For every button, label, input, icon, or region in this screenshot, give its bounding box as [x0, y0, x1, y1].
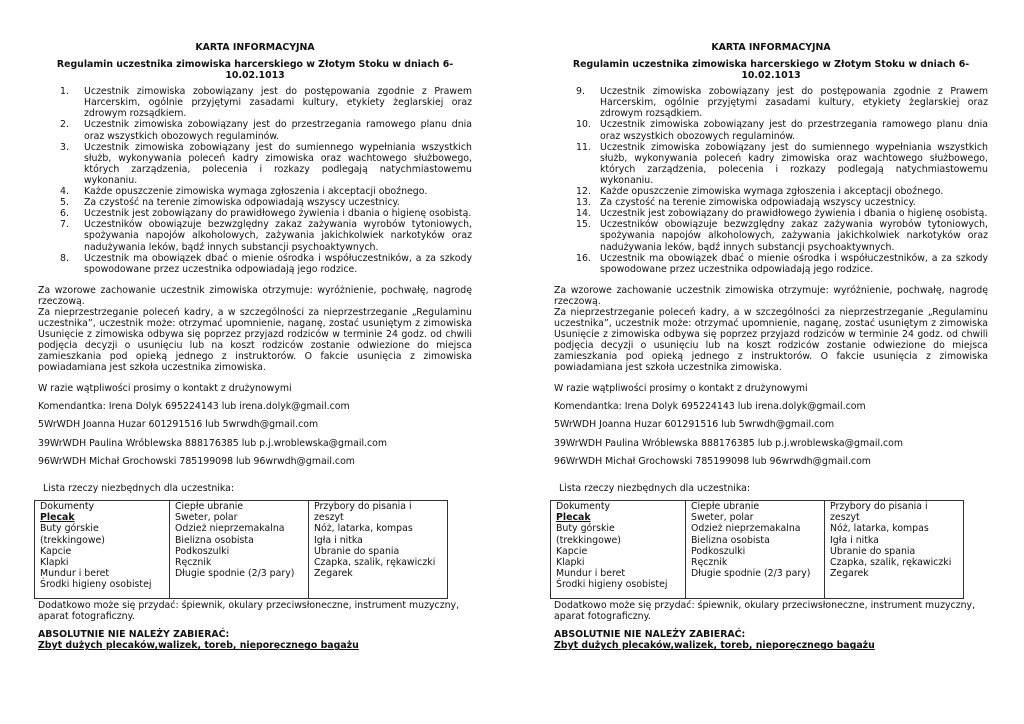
rule-item: 8. Uczestnik ma obowiązek dbać o mienie ośrodka i współuczestników, a za szkody spowodowane przez uczestnika odpowiadają jego rodzice.: [60, 252, 472, 275]
forbidden-text: Zbyt dużych plecaków,walizek, toreb, nieporęcznego bagażu: [554, 640, 875, 652]
card-title: KARTA INFORMACYJNA: [711, 42, 831, 53]
contact-line: 5WrWDH Joanna Huzar 601291516 lub 5wrwdh@gmail.com: [38, 419, 319, 431]
items-column: Przybory do pisania i zeszyt Nóż, latarka, kompas Igła i nitka Ubranie do spania Czapka, szalik, rękawiczki Zegarek: [825, 501, 964, 599]
items-column: Dokumenty Plecak Buty górskie (trekkingowe) Kapcie Klapki Mundur i beret Środki higieny osobistej: [35, 501, 170, 599]
items-column: Ciepłe ubranie Sweter, polar Odzież nieprzemakalna Bielizna osobista Podkoszulki Ręcznik Długie spodnie (2/3 pary): [170, 501, 309, 599]
penalty-paragraph: Za nieprzestrzeganie poleceń kadry, a w szczególności za nieprzestrzeganie „Regulaminu uczestnika”, uczestnik może: otrzymać upomnienie, naganę, zostać usuniętym z zimowiska Usunięcie z zimowiska odbywa się poprzez przyjazd rodziców w terminie 24 godz. od chwili podjęcia decyzji o usunięciu lub na koszt rodziców zostanie odwiezione do miejsca zamieszkania pod opieką jednego z instruktorów. O fakcie usunięcia z zimowiska powiadamiana jest szkoła uczestnika zimowiska.: [38, 306, 472, 374]
items-table: [34, 500, 448, 599]
forbidden-title: ABSOLUTNIE NIE NALEŻY ZABIERAĆ:: [38, 629, 230, 641]
items-column: Przybory do pisania i zeszyt Nóż, latarka, kompas Igła i nitka Ubranie do spania Czapka, szalik, rękawiczki Zegarek: [309, 501, 448, 599]
list-title: Lista rzeczy niezbędnych dla uczestnika:: [43, 483, 235, 495]
rule-item: 3. Uczestnik zimowiska zobowiązany jest do sumiennego wypełniania wszystkich służb, wykonywania poleceń kadry zimowiska oraz wachtowego służbowego, których zarządzenia, polecenia i rozkazy podlegają natychmiastowemu wykonaniu.: [60, 141, 472, 186]
rule-item: 1. Uczestnik zimowiska zobowiązany jest do postępowania zgodnie z Prawem Harcerskim, ogólnie przyjętymi zasadami kultury, etykiety żeglarskiej oraz zdrowym rozsądkiem.: [60, 86, 472, 120]
contact-intro: W razie wątpliwości prosimy o kontakt z drużynowymi: [38, 382, 292, 394]
reward-paragraph: Za wzorowe zachowanie uczestnik zimowiska otrzymuje: wyróżnienie, pochwałę, nagrodę rzeczową.: [38, 284, 472, 307]
items-column: Dokumenty Plecak Buty górskie (trekkingowe) Kapcie Klapki Mundur i beret Środki higieny osobistej: [551, 501, 686, 599]
card-subtitle: Regulamin uczestnika zimowiska harcerskiego w Złotym Stoku w dniach 6-10.02.1013: [56, 59, 454, 82]
contact-line: 96WrWDH Michał Grochowski 785199098 lub 96wrwdh@gmail.com: [38, 456, 355, 468]
items-table: [550, 500, 964, 599]
card-title: KARTA INFORMACYJNA: [195, 42, 315, 53]
rule-item: 7. Uczestników obowiązuje bezwzględny zakaz zażywania wyrobów tytoniowych, spożywania napojów alkoholowych, zażywania jakichkolwiek narkotyków oraz nadużywania leków, bądź innych substancji psychoaktywnych.: [60, 219, 472, 253]
rule-item: 13. Za czystość na terenie zimowiska odpowiadają wszyscy uczestnicy.: [576, 197, 916, 209]
items-column: Ciepłe ubranie Sweter, polar Odzież nieprzemakalna Bielizna osobista Podkoszulki Ręcznik Długie spodnie (2/3 pary): [686, 501, 825, 599]
rule-item: 16. Uczestnik ma obowiązek dbać o mienie ośrodka i współuczestników, a za szkody spowodowane przez uczestnika odpowiadają jego rodzice.: [576, 252, 988, 275]
rule-item: 12. Każde opuszczenie zimowiska wymaga zgłoszenia i akceptacji oboźnego.: [576, 186, 944, 198]
contact-line: Komendantka: Irena Dolyk 695224143 lub irena.dolyk@gmail.com: [554, 400, 866, 412]
contact-line: 39WrWDH Paulina Wróblewska 888176385 lub p.j.wroblewska@gmail.com: [38, 437, 388, 449]
info-card-left: [38, 0, 472, 651]
info-card-right: [554, 0, 988, 651]
reward-paragraph: Za wzorowe zachowanie uczestnik zimowiska otrzymuje: wyróżnienie, pochwałę, nagrodę rzeczową.: [554, 284, 988, 307]
rule-item: 4. Każde opuszczenie zimowiska wymaga zgłoszenia i akceptacji oboźnego.: [60, 186, 428, 198]
rules-list: [554, 86, 988, 275]
list-title: Lista rzeczy niezbędnych dla uczestnika:: [559, 483, 751, 495]
contact-line: 96WrWDH Michał Grochowski 785199098 lub 96wrwdh@gmail.com: [554, 456, 871, 468]
rule-item: 11. Uczestnik zimowiska zobowiązany jest do sumiennego wypełniania wszystkich służb, wykonywania poleceń kadry zimowiska oraz wachtowego służbowego, których zarządzenia, polecenia i rozkazy podlegają natychmiastowemu wykonaniu.: [576, 141, 988, 186]
contact-line: 39WrWDH Paulina Wróblewska 888176385 lub p.j.wroblewska@gmail.com: [554, 437, 904, 449]
rule-item: 6. Uczestnik jest zobowiązany do prawidłowego żywienia i dbania o higienę osobistą.: [60, 208, 472, 220]
rule-item: 5. Za czystość na terenie zimowiska odpowiadają wszyscy uczestnicy.: [60, 197, 400, 209]
extra-note: Dodatkowo może się przydać: śpiewnik, okulary przeciwsłoneczne, instrument muzyczny, aparat fotograficzny.: [554, 600, 976, 623]
rule-item: 9. Uczestnik zimowiska zobowiązany jest do postępowania zgodnie z Prawem Harcerskim, ogólnie przyjętymi zasadami kultury, etykiety żeglarskiej oraz zdrowym rozsądkiem.: [576, 86, 988, 120]
contact-intro: W razie wątpliwości prosimy o kontakt z drużynowymi: [554, 382, 808, 394]
rule-item: 2. Uczestnik zimowiska zobowiązany jest do przestrzegania ramowego planu dnia oraz wszystkich obozowych regulaminów.: [60, 119, 472, 142]
rule-item: 14. Uczestnik jest zobowiązany do prawidłowego żywienia i dbania o higienę osobistą.: [576, 208, 988, 220]
rule-item: 15. Uczestników obowiązuje bezwzględny zakaz zażywania wyrobów tytoniowych, spożywania napojów alkoholowych, zażywania jakichkolwiek narkotyków oraz nadużywania leków, bądź innych substancji psychoaktywnych.: [576, 219, 988, 253]
card-subtitle: Regulamin uczestnika zimowiska harcerskiego w Złotym Stoku w dniach 6-10.02.1013: [572, 59, 970, 82]
forbidden-text: Zbyt dużych plecaków,walizek, toreb, nieporęcznego bagażu: [38, 640, 359, 652]
rule-item: 10. Uczestnik zimowiska zobowiązany jest do przestrzegania ramowego planu dnia oraz wszystkich obozowych regulaminów.: [576, 119, 988, 142]
extra-note: Dodatkowo może się przydać: śpiewnik, okulary przeciwsłoneczne, instrument muzyczny, aparat fotograficzny.: [38, 600, 460, 623]
rules-list: [38, 86, 472, 275]
contact-line: 5WrWDH Joanna Huzar 601291516 lub 5wrwdh@gmail.com: [554, 419, 835, 431]
contact-line: Komendantka: Irena Dolyk 695224143 lub irena.dolyk@gmail.com: [38, 400, 350, 412]
forbidden-title: ABSOLUTNIE NIE NALEŻY ZABIERAĆ:: [554, 629, 746, 641]
penalty-paragraph: Za nieprzestrzeganie poleceń kadry, a w szczególności za nieprzestrzeganie „Regulaminu uczestnika”, uczestnik może: otrzymać upomnienie, naganę, zostać usuniętym z zimowiska Usunięcie z zimowiska odbywa się poprzez przyjazd rodziców w terminie 24 godz. od chwili podjęcia decyzji o usunięciu lub na koszt rodziców zostanie odwiezione do miejsca zamieszkania pod opieką jednego z instruktorów. O fakcie usunięcia z zimowiska powiadamiana jest szkoła uczestnika zimowiska.: [554, 306, 988, 374]
